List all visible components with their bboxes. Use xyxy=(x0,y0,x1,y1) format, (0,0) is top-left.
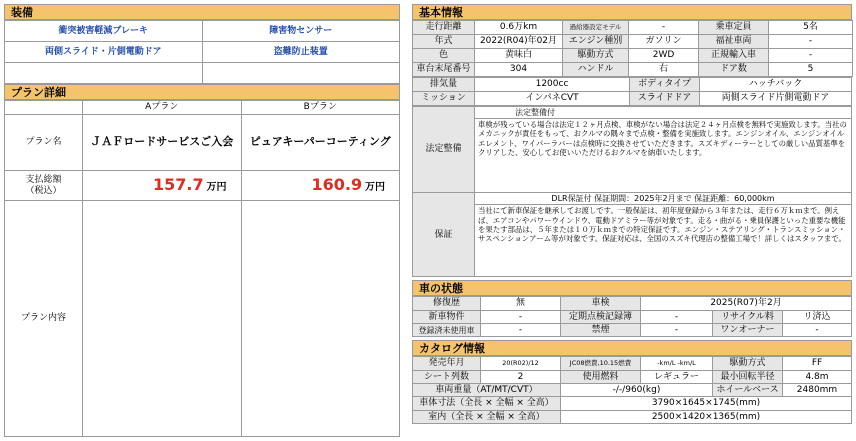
plan-a-name: ＪＡＦロードサービスご入会 xyxy=(83,115,242,171)
right-column xyxy=(412,4,852,424)
basic-header: 基本情報 xyxy=(412,4,852,20)
equipment-header: 装備 xyxy=(4,4,400,20)
basic-table-2: 排気量 1200cc ボディタイプ ハッチバック ミッション インパネCVT スライドドア 両側スライド片側電動ドア xyxy=(412,77,852,106)
plan-a-content xyxy=(83,201,242,437)
condition-table: 修復歴 無 車検 2025(R07)年2月 新車物件 - 定期点検記録簿 - リサイクル料 リ済込 登録済未使用車 - 禁煙 - ワンオーナー - xyxy=(412,296,852,337)
legal-label: 法定整備 xyxy=(413,107,475,193)
equipment-table xyxy=(4,20,400,84)
legal-text: 車検が残っている場合は法定１２ヶ月点検、車検がない場合は法定２４ヶ月点検を無料で実施致します。当社のメカニックが責任をもって、おクルマの隅々まで点検・整備を実施致します。エンジンオイル、エンジンオイルエレメント、ワイパーラバーは点検時に交換させていただきます。スズキディーラーとしての厳しい品質基準をクリアした、安心してお使いいただけるおクルマを納車いたします。 xyxy=(475,119,852,193)
basic-table: 走行距離 0.6万km 過給器設定モデル - 乗車定員 5名 年式 2022(R04)年02月 エンジン種別 ガソリン 福祉車両 - 色 黄味白 駆動方式 2WD 正規輸入車 - 車台末尾番号 304 ハンドル 右 ドア数 5 xyxy=(412,20,853,77)
total-label: 支払総額 （税込） xyxy=(5,171,83,201)
plan-header: プラン詳細 xyxy=(4,84,400,100)
equipment-item: 両側スライド・片側電動ドア xyxy=(5,42,203,63)
left-column xyxy=(4,4,400,437)
equipment-item: 障害物センサー xyxy=(202,21,400,42)
plan-content-label: プラン内容 xyxy=(5,201,83,437)
equipment-item: 盗難防止装置 xyxy=(202,42,400,63)
plan-name-label: プラン名 xyxy=(5,115,83,171)
warranty-label: 保証 xyxy=(413,193,475,277)
plan-a-header: Aプラン xyxy=(83,101,242,115)
plan-table xyxy=(4,100,400,437)
plan-a-price: 157.7 万円 xyxy=(83,171,242,201)
plan-b-name: ピュアキーパーコーティング xyxy=(241,115,400,171)
equipment-item: 衝突被害軽減ブレーキ xyxy=(5,21,203,42)
warranty-title: DLR保証付 保証期間：2025年2月まで 保証距離：60,000km xyxy=(475,193,852,205)
catalog-header: カタログ情報 xyxy=(412,340,852,356)
plan-b-content xyxy=(241,201,400,437)
condition-header: 車の状態 xyxy=(412,280,852,296)
legal-title: 法定整備付 xyxy=(475,107,852,119)
plan-b-price: 160.9 万円 xyxy=(241,171,400,201)
warranty-text: 当社にて新車保証を継承してお渡しです。一般保証は、初年度登録から３年または、走行６万ｋｍまで。例えば、エアコンやパワーウインドウ、電動ドアミラー等が対象です。走る・曲がる・乗員保護といった重要な機能を果たす部品は、５年または１０万ｋｍまでの特定保証です。エンジン・ステアリング・トランスミッション・サスペンションアーム等が対象です。保証対応は、全国のスズキ代理店の整備工場で！詳しくはスタッフまで。 xyxy=(475,205,852,277)
legal-table xyxy=(412,106,852,277)
plan-b-header: Bプラン xyxy=(241,101,400,115)
catalog-table: 発売年月 20(R02)/12 JC08燃費,10.15燃費 -km/L -km/L 駆動方式 FF シート列数 2 使用燃料 レギュラー 最小回転半径 4.8m 車両重量（AT/MT/CVT） -/-/960(kg) ホイールベース 2480mm 車体寸法（全長 × 全幅 × 全高） 3790×1645×1745(mm) 室内（全長 × 全幅 × 全高） 2500×1420×1365(mm) xyxy=(412,356,852,424)
